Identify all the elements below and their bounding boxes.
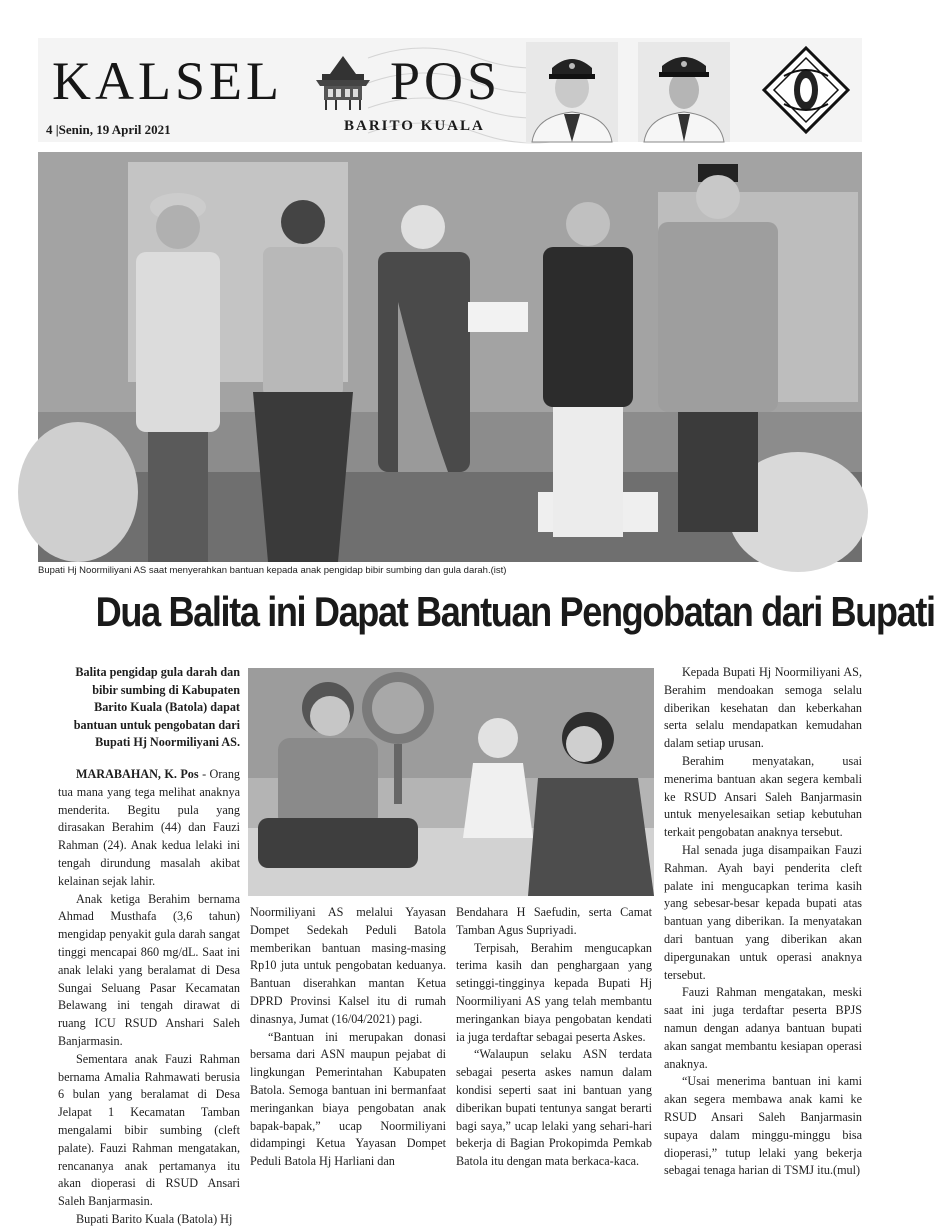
issue-date: Senin, 19 April 2021 [58,122,171,137]
paragraph: Terpisah, Berahim mengucapkan terima kasih dan penghargaan yang setinggi-tingginya kepada Bupati Hj Noormiliyani AS yang telah membantu meringankan biaya pengobatan kendati ia juga terdaftar sebagai peserta Askes. [456,940,652,1044]
paragraph: Kepada Bupati Hj Noormiliyani AS, Berahim mendoakan semoga selalu diberikan kesehatan dan keberkahan serta selalu mendapatkan kemudahan dalam setiap urusan. [664,665,862,751]
regency-emblem [760,44,852,136]
paragraph: “Walaupun selaku ASN terdata sebagai peserta askes namun dalam kondisi seperti saat ini bantuan yang diberikan bupati tentunya sangat berarti bagi saya,” ucap lelaki yang sehari-hari bekerja di Bagian Prokopimda Pemkab Batola itu dengan mata berkaca-kaca. [456,1047,652,1169]
article-lead: Balita pengidap gula darah dan bibir sumbing di Kabupaten Barito Kuala (Batola) dapat bantuan untuk pengobatan dari Bupati Hj Noormiliyani AS. [73,665,240,750]
paragraph: Anak ketiga Berahim bernama Ahmad Musthafa (3,6 tahun) mengidap penyakit gula darah sangat tinggi mencapai 860 mg/dL. Saat ini anak lelaki yang beralamat di Desa Sungai Seluang Pasar Kecamatan Belawang ini tengah dirawat di ruang ICU RSUD Anshari Saleh Banjarmasin. [58,891,240,1048]
paragraph: Bupati Barito Kuala (Batola) Hj [76,1211,233,1226]
paragraph: MARABAHAN, K. Pos - Orang tua mana yang tega melihat anaknya menderita. Begitu pula yang dirasakan Berahim (44) dan Fauzi Rahman (24). Anak kedua lelaki ini tengah dirundung masalah akibat kelainan sejak lahir. [58,766,241,888]
headline: Dua Balita ini Dapat Bantuan Pengobatan dari Bupati [95,588,935,635]
paragraph: Bendahara H Saefudin, serta Camat Tamban Agus Supriyadi. [456,905,652,937]
traditional-house-icon [312,52,374,112]
paragraph: Noormiliyani AS melalui Yayasan Dompet Sedekah Peduli Batola memberikan bantuan masing-masing Rp10 juta untuk pengobatan keduanya. Bantuan diserahkan mantan Ketua DPRD Provinsi Kalsel itu di rumah dinasnya, Jumat (16/04/2021) pagi. [250,905,446,1026]
edition-label: BARITO KUALA [344,118,485,134]
article-column-4 [664,664,862,1180]
page-number: 4 [46,122,53,137]
person-4 [543,202,633,537]
paragraph: Hal senada juga disampaikan Fauzi Rahman. Ayah bayi penderita cleft palate ini mengucapkan terima kasih yang sebesar-besar kepada bupati atas bantuan yang diberikan. Ia menyatakan dari bantuan yang diberikan akan dipergunakan untuk operasi anaknya tersebut. [664,842,862,982]
portrait-regent-photo [526,42,618,142]
person-2 [253,200,353,562]
paragraph: Fauzi Rahman mengatakan, meski saat ini juga terdaftar peserta BPJS namun dengan adanya bantuan bupati akan sangat membantu kesiapan operasi anaknya. [664,985,862,1071]
paragraph: “Bantuan ini merupakan donasi bersama dari ASN maupun pejabat di lingkungan Pemerintahan Kabupaten Batola. Semoga bantuan ini bermanfaat meringankan biaya pengobatan anak bapak-bapak,” ucap Noormiliyani didampingi Ketua Yayasan Dompet Peduli Batola Hj Harliani dan [250,1029,446,1169]
photo-caption: Bupati Hj Noormiliyani AS saat menyerahkan bantuan kepada anak pengidap bibir sumbing dan gula darah.(ist) [38,565,507,576]
brand-kalsel: KALSEL [52,51,283,111]
main-photo [38,152,862,562]
family-photo [248,668,654,896]
paragraph: “Usai menerima bantuan ini kami akan segera membawa anak kami ke RSUD Ansari Saleh Banjarmasin supaya dalam minggu-minggu bisa dioperasi,” tutup lelaki yang bekerja sebagai tenaga harian di TSMJ itu.(mul) [664,1074,862,1178]
paragraph: Sementara anak Fauzi Rahman bernama Amalia Rahmawati berusia 6 bulan yang beralamat di Desa Jelapat 1 Kecamatan Tamban mengalami bibir sumbing (cleft palate). Fauzi Rahman mengatakan, rencananya anak pertamanya itu akan dioperasi di RSUD Ansari Saleh Banjarmasin. [58,1051,240,1209]
brand-pos: POS [390,51,502,111]
masthead [38,38,862,142]
page-info [46,122,171,138]
paragraph: Berahim menyatakan, usai menerima bantuan akan segera kembali ke RSUD Ansari Saleh Banjarmasin untuk menyelesaikan setiap kebutuhan terkait pengobatan anaknya tersebut. [664,753,862,840]
article-column-1 [58,664,240,1229]
separator: | [55,122,59,137]
dateline: MARABAHAN, K. Pos [76,766,199,781]
article-column-3 [456,904,652,1171]
portrait-vice-regent-photo [638,42,730,142]
article-column-2 [250,904,446,1171]
